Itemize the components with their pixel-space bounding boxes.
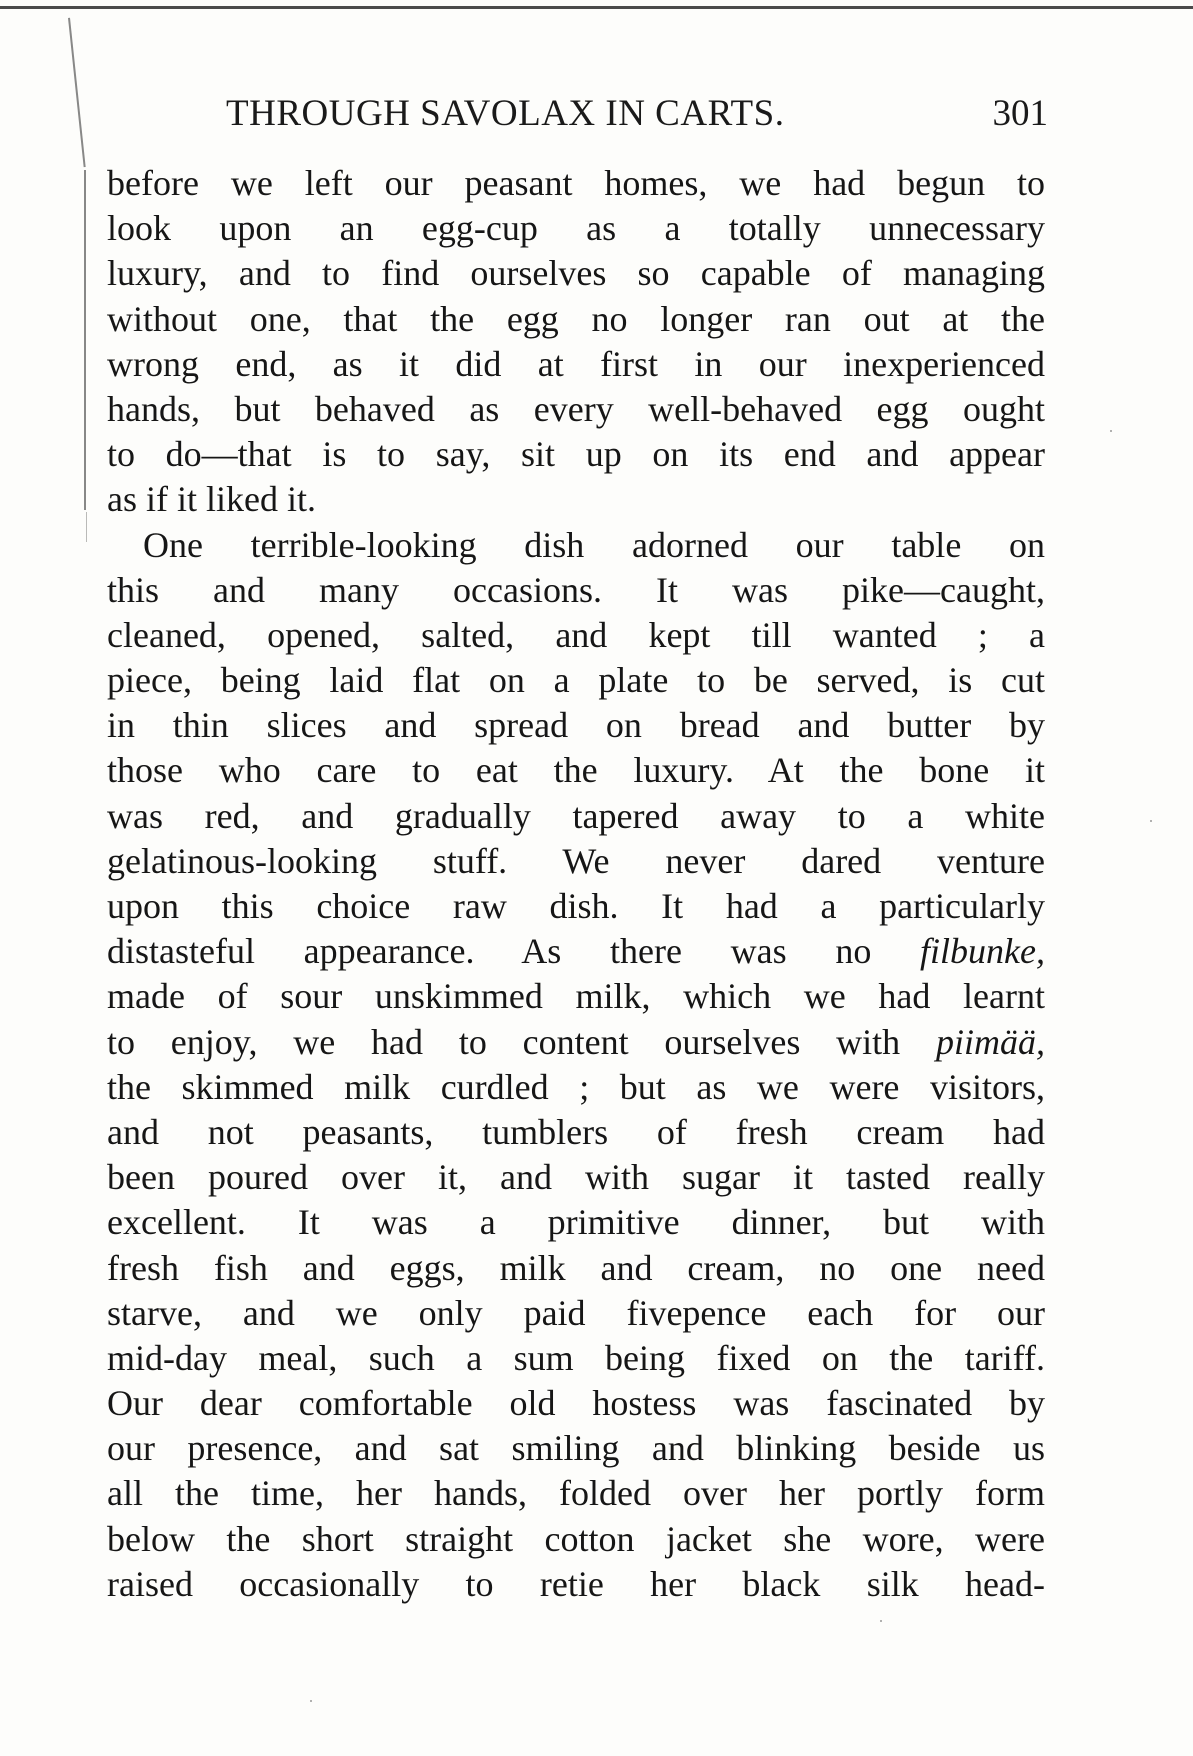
text-line: below the short straight cotton jacket she wore, were <box>107 1518 1045 1559</box>
text-line: our presence, and sat smiling and blinking beside us <box>107 1428 1045 1469</box>
text-line: made of sour unskimmed milk, which we had learnt <box>107 976 1045 1017</box>
text-line: cleaned, opened, salted, and kept till wanted ; a <box>107 614 1045 655</box>
page-number: 301 <box>992 93 1048 134</box>
text-line: One terrible-looking dish adorned our table on <box>143 524 1045 565</box>
text-line: mid-day meal, such a sum being fixed on the tariff. <box>107 1337 1045 1378</box>
text-line: been poured over it, and with sugar it tasted really <box>107 1157 1045 1198</box>
paper-speck <box>1110 430 1112 432</box>
top-edge-rule <box>0 6 1193 9</box>
text-line: was red, and gradually tapered away to a white <box>107 795 1045 836</box>
body-text <box>107 161 1045 1607</box>
text-line: excellent. It was a primitive dinner, but with <box>107 1202 1045 1243</box>
paragraph-continued <box>107 161 1045 523</box>
italic-term: filbunke, <box>920 931 1046 972</box>
text-line: as if it liked it. <box>107 479 316 520</box>
text-line: before we left our peasant homes, we had begun to <box>107 163 1045 203</box>
paper-speck <box>1150 820 1152 822</box>
text-line: hands, but behaved as every well-behaved egg ought <box>107 388 1045 429</box>
text-line: luxury, and to find ourselves so capable of managing <box>107 253 1045 294</box>
text-line: without one, that the egg no longer ran out at the <box>107 298 1045 339</box>
text-line: raised occasionally to retie her black silk head- <box>107 1563 1045 1604</box>
text-line: this and many occasions. It was pike—caught, <box>107 569 1045 610</box>
text-line: and not peasants, tumblers of fresh cream had <box>107 1111 1045 1152</box>
text-line: upon this choice raw dish. It had a particularly <box>107 886 1045 926</box>
paper-speck <box>880 1620 882 1622</box>
paragraph-pike-dish <box>107 523 1045 1608</box>
text-line: look upon an egg-cup as a totally unnecessary <box>107 208 1045 249</box>
page-header <box>226 92 1066 142</box>
text-line: Our dear comfortable old hostess was fascinated by <box>107 1383 1045 1424</box>
text-line: starve, and we only paid fivepence each for our <box>107 1292 1045 1333</box>
text-line: all the time, her hands, folded over her portly form <box>107 1473 1045 1514</box>
text-line: those who care to eat the luxury. At the bone it <box>107 750 1045 791</box>
gutter-shadow-line <box>68 18 86 167</box>
gutter-shadow-line <box>84 170 86 510</box>
text-line <box>107 929 1045 974</box>
text-run: to enjoy, we had to content ourselves with <box>107 1021 901 1062</box>
text-line: fresh fish and eggs, milk and cream, no one need <box>107 1247 1045 1288</box>
text-line: piece, being laid flat on a plate to be served, is cut <box>107 660 1045 701</box>
text-line <box>107 1020 1045 1065</box>
text-line: to do—that is to say, sit up on its end and appear <box>107 434 1045 475</box>
text-line: wrong end, as it did at first in our inexperienced <box>107 343 1045 384</box>
text-line: the skimmed milk curdled ; but as we were visitors, <box>107 1066 1045 1107</box>
running-title: THROUGH SAVOLAX IN CARTS. <box>226 93 785 134</box>
italic-term: piimää, <box>936 1021 1046 1062</box>
paper-speck <box>310 1700 312 1702</box>
text-line: in thin slices and spread on bread and butter by <box>107 705 1045 746</box>
text-line: gelatinous-looking stuff. We never dared venture <box>107 840 1045 881</box>
text-run: distasteful appearance. As there was no <box>107 931 872 972</box>
gutter-shadow-line <box>86 512 87 542</box>
